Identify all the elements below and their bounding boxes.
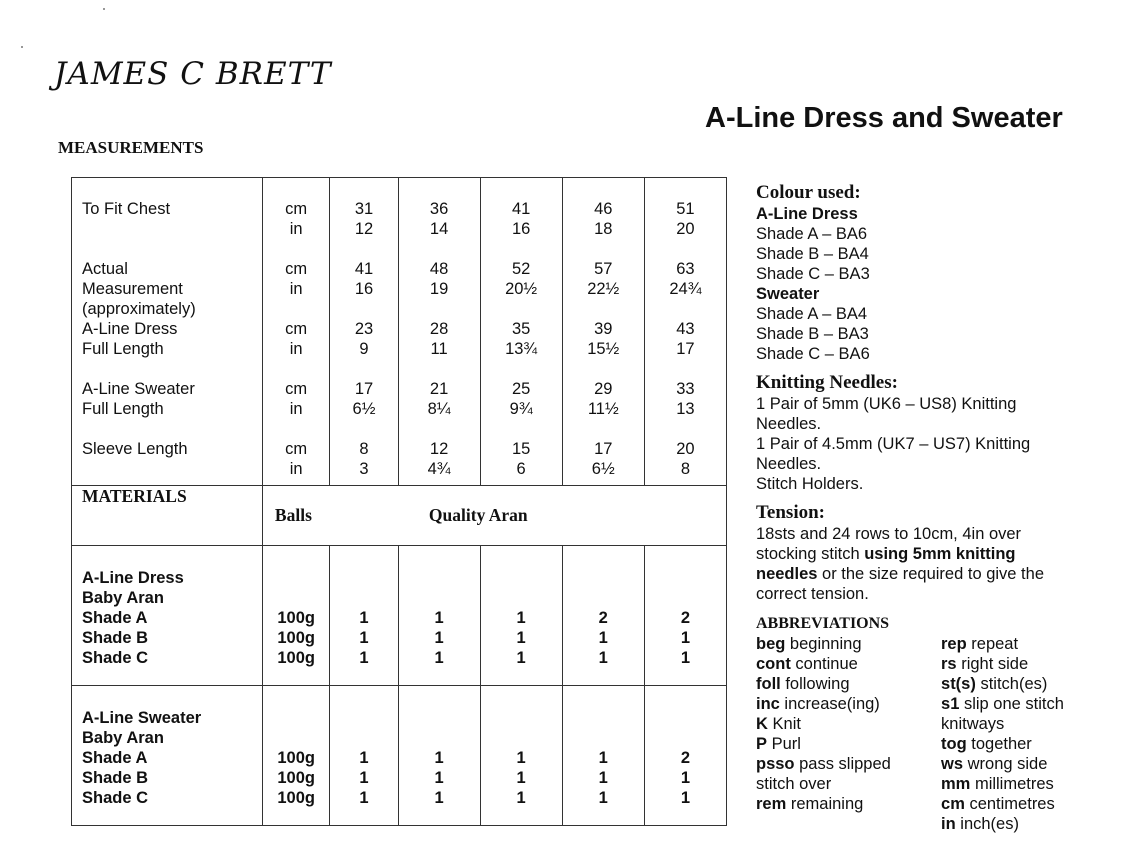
row-gap [481, 239, 562, 259]
tension-section [756, 502, 1096, 604]
ball-count: 1 [516, 769, 526, 787]
balls-wrap [563, 686, 644, 808]
abbreviation-term: st(s) [941, 675, 976, 693]
measurements-table [71, 177, 727, 826]
colour-dress-shade: Shade A – BA6 [756, 225, 868, 243]
balls-cell [644, 546, 726, 686]
abbreviation-meaning: knitways [941, 715, 1005, 733]
value-cell: 48 [429, 260, 449, 278]
row-gap [399, 359, 480, 379]
abbreviation-term: foll [756, 675, 781, 693]
ball-count: 1 [359, 789, 369, 807]
size-column-5 [644, 178, 726, 486]
unit-cell: in [289, 400, 303, 418]
row-gap [481, 419, 562, 439]
value-cell: 20 [676, 220, 695, 238]
unit-cell: in [289, 280, 303, 298]
material-label-cell [72, 686, 263, 826]
abbreviation-item [756, 754, 941, 774]
balls-cell [330, 546, 398, 686]
row-gap [72, 239, 262, 259]
shade-weight: 100g [277, 649, 315, 667]
abbreviation-meaning: together [966, 735, 1032, 753]
abbreviation-item [756, 774, 941, 794]
value-cell [330, 299, 397, 319]
value-cell: 13 [676, 400, 695, 418]
colour-sweater-shade: Shade A – BA4 [756, 305, 868, 323]
value-cell: 24¾ [669, 280, 702, 298]
materials-sweater-row [72, 686, 727, 826]
abbreviation-item [756, 734, 941, 754]
shade-weight: 100g [277, 749, 315, 767]
abbreviation-term: rem [756, 795, 787, 813]
colour-dress-shade: Shade B – BA4 [756, 245, 869, 263]
tension-line: needles or the size required to give the [756, 565, 1044, 583]
row-gap [263, 419, 329, 439]
value-cell [481, 299, 562, 319]
abbreviation-item [941, 634, 1096, 654]
blank [399, 568, 480, 588]
ball-count: 1 [359, 749, 369, 767]
value-cell: 57 [594, 260, 613, 278]
blank [399, 708, 480, 728]
weight-wrap [263, 546, 329, 668]
abbreviations-heading: ABBREVIATIONS [756, 615, 890, 632]
row-gap [563, 359, 644, 379]
measurements-row [72, 178, 727, 486]
value-cell: 8 [359, 440, 369, 458]
value-cell: 16 [354, 280, 374, 298]
shade-name: Shade B [82, 769, 149, 787]
abbreviation-term: P [756, 735, 768, 753]
tension-heading: Tension: [756, 502, 825, 523]
needles-section [756, 372, 1096, 494]
abbreviation-meaning: Purl [767, 735, 801, 753]
shade-weight: 100g [277, 769, 315, 787]
row-gap [399, 419, 480, 439]
brand-logo: JAMES C BRETT [54, 56, 332, 92]
abbreviation-item [756, 654, 941, 674]
unit-cell: cm [285, 200, 308, 218]
colour-section [756, 182, 1096, 364]
measurement-units [262, 178, 329, 486]
ball-count: 1 [516, 629, 526, 647]
ball-count: 1 [516, 789, 526, 807]
abbreviation-term: K [756, 715, 768, 733]
value-cell: 35 [511, 320, 531, 338]
abbreviation-meaning: stitch over [756, 775, 832, 793]
measurement-label: Full Length [82, 340, 164, 358]
value-cell: 29 [594, 380, 613, 398]
materials-dress-row [72, 546, 727, 686]
materials-header-cell [262, 486, 726, 546]
shade-name: Shade B [82, 629, 149, 647]
value-cell: 46 [594, 200, 613, 218]
measurement-label: Full Length [82, 400, 164, 418]
value-cell: 31 [354, 200, 374, 218]
measurement-label: Actual [82, 260, 128, 278]
balls-cell [562, 686, 644, 826]
abbreviations-column-1 [756, 634, 941, 834]
blank [263, 568, 329, 588]
balls-cell [562, 546, 644, 686]
blank [645, 568, 726, 588]
abbreviation-item [941, 794, 1096, 814]
value-cell: 15½ [587, 340, 620, 358]
measurement-label: A-Line Sweater [82, 380, 195, 398]
value-cell: 19 [429, 280, 449, 298]
value-cell: 8¼ [427, 400, 451, 418]
value-cell [399, 299, 480, 319]
value-cell: 51 [676, 200, 695, 218]
ball-count: 1 [359, 649, 369, 667]
abbreviation-term: cm [941, 795, 965, 813]
measurement-label [72, 219, 262, 239]
measurement-labels [72, 178, 263, 486]
blank [481, 708, 562, 728]
balls-wrap [399, 546, 480, 668]
value-cell: 43 [676, 320, 695, 338]
blank [330, 588, 397, 608]
size-column-4 [562, 178, 644, 486]
blank [645, 588, 726, 608]
blank [330, 728, 397, 748]
abbreviation-meaning: millimetres [970, 775, 1054, 793]
abbreviation-meaning: continue [790, 655, 858, 673]
blank [481, 728, 562, 748]
ball-count: 1 [359, 769, 369, 787]
value-cell: 20 [676, 440, 695, 458]
ball-count: 1 [680, 789, 690, 807]
measurement-label [72, 459, 262, 479]
value-cell: 41 [354, 260, 374, 278]
material-title: A-Line Sweater [82, 709, 202, 727]
blank [399, 728, 480, 748]
value-cell: 11 [430, 340, 448, 358]
shade-name: Shade A [82, 609, 148, 627]
abbreviation-item [941, 674, 1096, 694]
balls-wrap [563, 546, 644, 668]
value-cell: 4¾ [427, 460, 451, 478]
unit-cell: in [289, 460, 303, 478]
size-column-1 [330, 178, 398, 486]
abbreviation-meaning: beginning [785, 635, 862, 653]
abbreviation-term: in [941, 815, 956, 833]
abbreviation-meaning: remaining [786, 795, 864, 813]
row-gap [645, 359, 726, 379]
abbreviation-item [756, 634, 941, 654]
abbreviations-column-2 [941, 634, 1096, 834]
value-cell: 17 [594, 440, 613, 458]
blank [563, 728, 644, 748]
shade-name: Shade C [82, 649, 149, 667]
row-gap [481, 359, 562, 379]
abbreviation-term: beg [756, 635, 786, 653]
materials-heading: MATERIALS [72, 486, 263, 546]
tension-line: 18sts and 24 rows to 10cm, 4in over [756, 525, 1022, 543]
value-cell: 39 [594, 320, 613, 338]
value-cell: 8 [680, 460, 690, 478]
quality-label: Quality Aran [428, 505, 528, 525]
blank [330, 708, 397, 728]
blank [481, 568, 562, 588]
abbreviation-item [941, 694, 1096, 714]
needles-heading: Knitting Needles: [756, 372, 898, 393]
balls-cell [330, 686, 398, 826]
tension-line: correct tension. [756, 585, 869, 603]
balls-wrap [399, 686, 480, 808]
balls-cell [480, 686, 562, 826]
needles-line: Stitch Holders. [756, 475, 864, 493]
abbreviation-item [756, 794, 941, 814]
row-gap [330, 359, 397, 379]
value-cell: 41 [511, 200, 531, 218]
ball-count: 1 [434, 629, 444, 647]
value-cell: 63 [676, 260, 695, 278]
value-cell: 3 [359, 460, 369, 478]
abbreviation-meaning: repeat [966, 635, 1019, 653]
ball-count: 1 [516, 609, 526, 627]
shade-weight: 100g [277, 789, 315, 807]
row-gap [72, 359, 262, 379]
value-cell: 15 [511, 440, 531, 458]
ball-count: 1 [680, 649, 690, 667]
side-panel [756, 182, 1096, 834]
abbreviation-item [941, 714, 1096, 734]
ball-count: 1 [359, 609, 369, 627]
ball-count: 1 [598, 629, 608, 647]
abbreviation-meaning: Knit [767, 715, 801, 733]
value-cell: 11½ [587, 400, 619, 418]
blank [263, 588, 329, 608]
value-cell: 6½ [352, 400, 376, 418]
abbreviation-meaning: slip one stitch [959, 695, 1064, 713]
blank [645, 728, 726, 748]
measurement-label: Sleeve Length [82, 440, 188, 458]
value-cell: 6½ [591, 460, 615, 478]
value-cell: 16 [511, 220, 531, 238]
ball-count: 1 [359, 629, 369, 647]
measurement-label: To Fit Chest [82, 200, 171, 218]
value-cell: 14 [429, 220, 449, 238]
row-gap [399, 239, 480, 259]
unit-cell: in [289, 220, 303, 238]
colour-sweater-label: Sweater [756, 285, 820, 303]
value-cell: 21 [429, 380, 449, 398]
unit-cell: cm [285, 440, 308, 458]
colour-sweater-shade: Shade C – BA6 [756, 345, 870, 363]
measurements-heading: MEASUREMENTS [58, 138, 204, 157]
abbreviation-item [941, 734, 1096, 754]
value-cell: 12 [429, 440, 449, 458]
abbreviation-term: inc [756, 695, 780, 713]
abbreviation-meaning: centimetres [964, 795, 1055, 813]
needles-line: Needles. [756, 415, 822, 433]
ball-count: 1 [680, 769, 690, 787]
colour-sweater-shade: Shade B – BA3 [756, 325, 869, 343]
balls-wrap [481, 686, 562, 808]
abbreviation-term: tog [941, 735, 967, 753]
ball-count: 1 [598, 649, 608, 667]
abbreviation-item [756, 674, 941, 694]
abbreviation-meaning: increase(ing) [779, 695, 880, 713]
unit-cell: in [289, 340, 303, 358]
unit-cell: cm [285, 380, 308, 398]
row-gap [72, 419, 262, 439]
abbreviation-term: mm [941, 775, 971, 793]
unit-cell: cm [285, 320, 308, 338]
abbreviation-item [941, 654, 1096, 674]
balls-label: Balls [274, 505, 312, 525]
colour-dress-label: A-Line Dress [756, 205, 858, 223]
balls-cell [480, 546, 562, 686]
blank [263, 728, 329, 748]
colour-heading: Colour used: [756, 182, 861, 203]
row-gap [563, 239, 644, 259]
ball-count: 1 [516, 749, 526, 767]
measurement-label: Measurement [82, 280, 183, 298]
value-cell: 52 [511, 260, 531, 278]
ball-count: 2 [680, 609, 690, 627]
ball-count: 1 [434, 769, 444, 787]
abbreviation-term: s1 [941, 695, 960, 713]
abbreviation-meaning: pass slipped [794, 755, 891, 773]
balls-wrap [645, 686, 726, 808]
material-yarn: Baby Aran [82, 729, 164, 747]
ball-count: 1 [434, 609, 444, 627]
needles-line: 1 Pair of 4.5mm (UK7 – US7) Knitting [756, 435, 1031, 453]
material-title: A-Line Dress [82, 569, 184, 587]
row-gap [645, 239, 726, 259]
abbreviation-term: psso [756, 755, 795, 773]
value-cell: 12 [354, 220, 374, 238]
value-cell: 9¾ [509, 400, 533, 418]
ball-count: 1 [516, 649, 526, 667]
shade-weight: 100g [277, 629, 315, 647]
weight-cell [262, 546, 329, 686]
abbreviation-item [941, 814, 1096, 834]
colour-dress-shade: Shade C – BA3 [756, 265, 870, 283]
ball-count: 1 [598, 769, 608, 787]
abbreviation-item [756, 714, 941, 734]
value-cell: 17 [676, 340, 695, 358]
measurement-label: (approximately) [82, 300, 196, 318]
row-gap [330, 239, 397, 259]
blank [563, 568, 644, 588]
value-cell: 20½ [505, 280, 538, 298]
abbreviation-item [756, 694, 941, 714]
size-column-2 [398, 178, 480, 486]
unit-cell: cm [285, 260, 308, 278]
abbreviation-meaning: stitch(es) [975, 675, 1048, 693]
row-gap [645, 419, 726, 439]
ball-count: 1 [598, 749, 608, 767]
value-cell: 18 [594, 220, 613, 238]
blank [481, 588, 562, 608]
value-cell: 17 [354, 380, 374, 398]
balls-cell [398, 686, 480, 826]
value-cell: 33 [676, 380, 695, 398]
value-cell: 23 [354, 320, 374, 338]
unit-cell [263, 299, 329, 319]
tension-line: stocking stitch using 5mm knitting [756, 545, 1016, 563]
material-label-wrap [72, 546, 262, 668]
ball-count: 1 [598, 789, 608, 807]
pattern-title: A-Line Dress and Sweater [705, 102, 1063, 134]
abbreviation-meaning: right side [956, 655, 1029, 673]
shade-name: Shade A [82, 749, 148, 767]
blank [645, 708, 726, 728]
shade-weight: 100g [277, 609, 315, 627]
material-label-cell [72, 546, 263, 686]
abbreviations-section [756, 614, 1096, 834]
needles-line: Needles. [756, 455, 822, 473]
abbreviation-meaning: following [780, 675, 850, 693]
value-cell: 13¾ [505, 340, 538, 358]
material-label-wrap [72, 686, 262, 808]
ball-count: 1 [434, 749, 444, 767]
ball-count: 1 [434, 649, 444, 667]
abbreviation-item [941, 774, 1096, 794]
abbreviation-term: cont [756, 655, 791, 673]
value-cell: 28 [429, 320, 449, 338]
ball-count: 1 [680, 629, 690, 647]
balls-cell [644, 686, 726, 826]
balls-cell [398, 546, 480, 686]
row-gap [330, 419, 397, 439]
value-cell [563, 299, 644, 319]
blank [563, 708, 644, 728]
row-gap [263, 359, 329, 379]
ball-count: 1 [434, 789, 444, 807]
weight-wrap [263, 686, 329, 808]
weight-cell [262, 686, 329, 826]
abbreviation-term: rep [941, 635, 967, 653]
row-gap [263, 239, 329, 259]
balls-wrap [481, 546, 562, 668]
material-yarn: Baby Aran [82, 589, 164, 607]
value-cell: 9 [359, 340, 369, 358]
measurement-label: A-Line Dress [82, 320, 178, 338]
blank [263, 708, 329, 728]
abbreviation-term: rs [941, 655, 957, 673]
blank [330, 568, 397, 588]
balls-wrap [645, 546, 726, 668]
blank [399, 588, 480, 608]
abbreviation-meaning: wrong side [963, 755, 1048, 773]
value-cell: 22½ [587, 280, 620, 298]
ball-count: 2 [598, 609, 608, 627]
abbreviation-item [941, 754, 1096, 774]
balls-wrap [330, 686, 397, 808]
needles-line: 1 Pair of 5mm (UK6 – US8) Knitting [756, 395, 1017, 413]
row-gap [563, 419, 644, 439]
balls-wrap [330, 546, 397, 668]
shade-name: Shade C [82, 789, 149, 807]
blank [563, 588, 644, 608]
size-column-3 [480, 178, 562, 486]
ball-count: 2 [680, 749, 690, 767]
value-cell: 25 [511, 380, 531, 398]
value-cell: 6 [516, 460, 526, 478]
abbreviation-term: ws [941, 755, 964, 773]
abbreviation-meaning: inch(es) [955, 815, 1019, 833]
value-cell [645, 299, 726, 319]
value-cell: 36 [429, 200, 449, 218]
materials-header-row [72, 486, 727, 546]
